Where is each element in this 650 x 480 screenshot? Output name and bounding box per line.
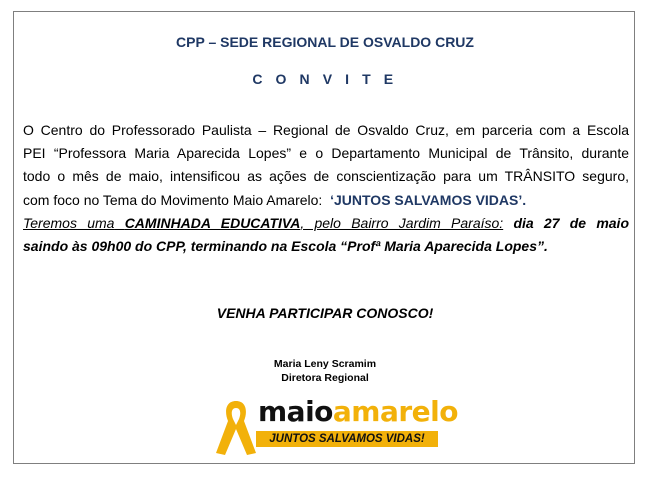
walk-name: CAMINHADA EDUCATIVA (124, 214, 301, 231)
awareness-ribbon-icon (214, 397, 258, 457)
theme-intro: com foco no Tema do Movimento Maio Amarelo: (23, 191, 323, 208)
body-line-1: O Centro do Professorado Paulista – Regional de Osvaldo Cruz, em parceria com a Escola (23, 122, 629, 138)
body-line-4 (23, 189, 629, 212)
logo-word-amarelo: amarelo (332, 395, 459, 428)
walk-intro: Teremos uma (23, 214, 115, 231)
logo-tagline: JUNTOS SALVAMOS VIDAS! (256, 431, 438, 447)
invite-callout: VENHA PARTICIPAR CONOSCO! (216, 305, 434, 321)
maio-amarelo-logo (204, 393, 459, 459)
body-line-5 (23, 212, 629, 235)
body-line-6: saindo às 09h00 do CPP, terminando na Escola “Profª Maria Aparecida Lopes”. (23, 238, 548, 255)
signature-name: Maria Leny Scramim (273, 358, 377, 370)
org-heading: CPP – SEDE REGIONAL DE OSVALDO CRUZ (176, 34, 474, 50)
walk-date: dia 27 de maio (513, 214, 629, 231)
body-line-2: PEI “Professora Maria Aparecida Lopes” e o Departamento Municipal de Trânsito, durante (23, 145, 629, 162)
signature-role: Diretora Regional (281, 372, 369, 384)
theme-slogan: ‘JUNTOS SALVAMOS VIDAS’. (330, 191, 527, 208)
logo-wordmark (258, 395, 458, 429)
logo-word-maio: maio (258, 395, 333, 428)
body-line-3: todo o mês de maio, intensificou as ações de conscientização para um TRÂNSITO seguro, (23, 168, 629, 185)
walk-route: , pelo Bairro Jardim Paraíso: (300, 214, 504, 231)
invite-title: C O N V I T E (252, 71, 398, 87)
invitation-body (23, 119, 629, 258)
